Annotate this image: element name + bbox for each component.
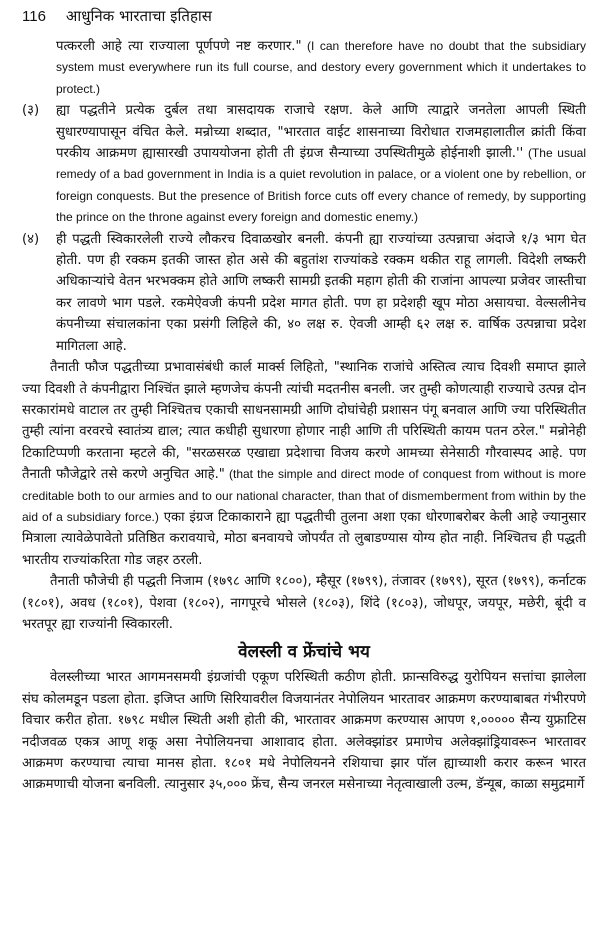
marathi-text: ह्या पद्धतीने प्रत्येक दुर्बल तथा त्रासदायक राजाचे रक्षण. केले आणि त्याद्वारे जनतेला आपली स्थिती सुधारण्यापासून वंचित केले. मन्रोच्या शब्दात, "भारतात वाईट शासनाच्या विरोधात राजमहालातील क्रांती किंवा परकीय आक्रमण ह्यासारखी उपाययोजना होती ती इंग्रज सैन्याच्या उपस्थितीमुळे होईनाशी झाली.'' [56,103,586,162]
english-quote: (I can therefore have no doubt that the subsidiary system must everywhere run its full course, and destory every government which it undertakes to protect.) [56,39,586,96]
marathi-text: पत्करली आहे त्या राज्याला पूर्णपणे नष्ट करणार." [56,39,302,54]
list-item-4 [22,229,586,357]
marathi-text: तैनाती फौज पद्धतीच्या प्रभावासंबंधी कार्ल मार्क्स लिहितो, "स्थानिक राजांचे अस्तित्व त्याच दिवशी समाप्त झाले ज्या दिवशी ते कंपनीद्वारा निश्चिंत झाले म्हणजेच कंपनी त्यांची मदतनीस बनली. जर तुम्ही कोणत्याही राज्याचे उत्पन्न दोन सरकारांमधे वाटाल तर तुम्ही निश्चितच एकाची साधनसामग्री आणि दोघांचेही प्रशासन पंगू बनवाल आणि ज्या परिस्थितीत तुम्ही त्यांना वरवरचे स्वातंत्र्य द्याल; त्यात कधीही सुधारणा होणार नाही आणि ती परिस्थिती कायम पतन ठरेल." मन्रोनेही टिकाटिप्पणी करताना म्हटले की, "सरळसरळ एखाद्या प्रदेशाचा विजय करणे आमच्या सेनेसाठी गौरवास्पद आहे. पण तैनाती फौजेद्वारे तसे करणे अनुचित आहे." [22,360,586,483]
english-quote: (The usual remedy of a bad government in India is a quiet revolution in palace, or a violent one by rebellion, or foreign conquests. But the presence of British force cuts off every chance of remedy, by supporting the prince on the throne against every foreign and domestic enemy.) [56,146,586,225]
list-item-3 [22,100,586,228]
paragraph-states: तैनाती फौजेची ही पद्धती निजाम (१७९८ आणि १८००), म्हैसूर (१७९९), तंजावर (१७९९), सूरत (१७९९), कर्नाटक (१८०१), अवध (१८०१), पेशवा (१८०२), नागपूरचे भोसले (१८०३), शिंदे (१८०३), जोधपूर, जयपूर, मछेरी, बूंदी व भरतपूर ह्या राज्यांनी स्विकारली. [22,574,586,632]
list-number: (४) [22,231,40,247]
section-heading: वेलस्ली व फ्रेंचांचे भय [238,642,370,663]
page-header [22,6,586,26]
list-item-text: ही पद्धती स्विकारलेली राज्ये लौकरच दिवाळखोर बनली. कंपनी ह्या राज्यांच्या उत्पन्नाचा अंदाजे १/३ भाग घेत होती. पण ही रक्कम इतकी जास्त होत असे की बहुतांश राज्यांकडे रक्कम थकीत राहू लागली. विदेशी लष्करी अधिकाऱ्यांचे वेतन भरभक्कम होते आणि लष्करी सामग्री इतकी महाग होती की राजांना आपल्या प्रजेवर जास्तीचा कर लावणे भाग पडले. रकमेऐवजी कंपनी प्रदेश मागत होती. पण हा प्रदेशही खूप मोठा असायचा. वेल्सलीनेच कंपनीच्या संचालकांना एका प्रसंगी लिहिले की, ४० लक्ष रु. ऐवजी आम्ही ६२ लक्ष रु. वार्षिक उत्पन्नाचा प्रदेश मागितला आहे. [56,231,586,354]
paragraph-marx [22,357,586,571]
marathi-text: एका इंग्रज टिकाकाराने ह्या पद्धतीची तुलना अशा एका धोरणाबरोबर केली आहे ज्यानुसार मित्राला त्यावेळेपावेतो प्रतिष्ठित करावयाचे, मोठा बनवायचे जोपर्यंत तो लुबाडण्यास योग्य होत नाही. निश्चितच ही पद्धती भारतीय राज्यांकरिता गोड जहर ठरली. [22,509,586,568]
list-item-text [56,100,586,228]
english-quote: (that the simple and direct mode of conquest from without is more creditable both to our armies and to our national character, than that of dismemberment from within by the aid of a subsidiary force.) [22,467,586,524]
list-number: (३) [22,103,40,119]
page-number: 116 [22,8,46,25]
running-title: आधुनिक भारताचा इतिहास [65,7,212,25]
paragraph-continuation [22,36,586,100]
paragraph-wellesley: वेलस्लीच्या भारत आगमनसमयी इंग्रजांची एकूण परिस्थिती कठीण होती. फ्रान्सविरुद्ध युरोपियन सत्तांचा झालेला संघ कोलमडून पडला होता. इजिप्त आणि सिरियावरील विजयानंतर नेपोलियन भारतावर आक्रमण करण्याबाबत गंभीरपणे विचार करीत होता. १७९८ मधील स्थिती अशी होती की, भारतावर आक्रमण करण्यास आपण १,००००० सैन्य युफ्राटिस नदीजवळ एकत्र आणू शकू असा नेपोलियनचा आशावाद होता. अलेक्झांडर प्रमाणेच अलेक्झांड्रियावरून भारतावर आक्रमण करण्याचा त्याचा मानस होता. १८०१ मधे नेपोलियनने रशियाचा झार पॉल ह्याच्याशी करार करून भारत आक्रमणाची योजना बनविली. त्यानुसार ३५,००० फ्रेंच, सैन्य जनरल मसेनाच्या नेतृत्वाखाली उल्म, डॅन्यूब, काळा समुद्रमार्गे [22,670,586,793]
